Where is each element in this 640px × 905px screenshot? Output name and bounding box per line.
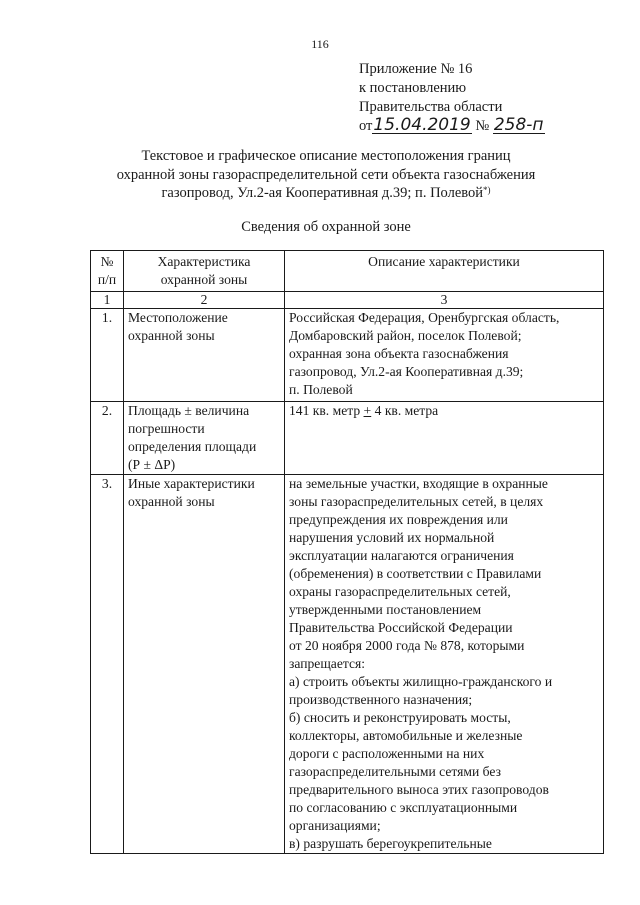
description-line: эксплуатации налагаются ограничения <box>289 548 514 563</box>
row-description <box>285 309 604 402</box>
index-cell-2: 2 <box>124 292 285 309</box>
description-line: от 20 ноября 2000 года № 878, которыми <box>289 638 525 653</box>
title-line-2: охранной зоны газораспределительной сети объекта газоснабжения <box>116 166 536 183</box>
row-number: 1. <box>91 309 124 402</box>
description-line: дороги с расположенными на них <box>289 746 485 761</box>
table-row <box>91 475 604 854</box>
title-line-1: Текстовое и графическое описание местоположения границ <box>141 148 511 164</box>
table-header-row <box>91 251 604 292</box>
characteristic-line: погрешности <box>128 421 205 436</box>
plus-minus-sign: + <box>363 403 372 418</box>
description-line: предварительного выноса этих газопроводов <box>289 782 549 797</box>
table-row <box>91 402 604 475</box>
index-cell-1: 1 <box>91 292 124 309</box>
index-cell-3: 3 <box>285 292 604 309</box>
row-number: 2. <box>91 402 124 475</box>
row-number: 3. <box>91 475 124 854</box>
title-line-3 <box>90 184 562 203</box>
characteristic-line: (Р ± ΔР) <box>128 457 176 472</box>
row-characteristic <box>124 475 285 854</box>
characteristic-line: Площадь ± величина <box>128 403 250 418</box>
description-line: утвержденными постановлением <box>289 602 482 617</box>
description-line: Домбаровский район, поселок Полевой; <box>289 328 522 343</box>
row-description <box>285 402 604 475</box>
description-line: по согласованию с эксплуатационными <box>289 800 518 815</box>
document-title <box>90 147 562 203</box>
description-line: нарушения условий их нормальной <box>289 530 495 545</box>
table-row <box>91 309 604 402</box>
description-line: б) сносить и реконструировать мосты, <box>289 710 511 725</box>
appendix-line-3: Правительства области <box>359 99 503 115</box>
description-line: на земельные участки, входящие в охранные <box>289 476 548 491</box>
characteristic-line: охранной зоны <box>128 328 215 343</box>
description-line: организациями; <box>289 818 381 833</box>
description-line: газопровод, Ул.2-ая Кооперативная д.39; <box>289 364 524 379</box>
row-characteristic <box>124 402 285 475</box>
row-characteristic <box>124 309 285 402</box>
description-line: охраны газораспределительных сетей, <box>289 584 511 599</box>
header-char-line-2: охранной зоны <box>160 272 248 287</box>
appendix-block <box>359 60 589 136</box>
header-num <box>91 251 124 292</box>
appendix-line-2: к постановлению <box>359 80 467 96</box>
description-line: зоны газораспределительных сетей, в целях <box>289 494 544 509</box>
page-number: 116 <box>311 37 329 51</box>
table-index-row <box>91 292 604 309</box>
description-line: (обременения) в соответствии с Правилами <box>289 566 542 581</box>
description-line: а) строить объекты жилищно-гражданского и <box>289 674 553 689</box>
protection-zone-table <box>90 250 604 854</box>
area-error: 4 кв. метра <box>371 403 439 418</box>
description-line: коллекторы, автомобильные и железные <box>289 728 523 743</box>
header-num-line-1: № <box>100 254 114 269</box>
header-characteristic <box>124 251 285 292</box>
area-value: 141 кв. метр <box>289 403 364 418</box>
title-line-3-text: газопровод, Ул.2-ая Кооперативная д.39; п. Полевой <box>161 185 484 201</box>
appendix-date-line <box>359 117 589 136</box>
description-line: п. Полевой <box>289 382 353 397</box>
section-title: Сведения об охранной зоне <box>241 219 411 235</box>
description-line: Правительства Российской Федерации <box>289 620 513 635</box>
description-line: запрещается: <box>289 656 366 671</box>
description-line: Российская Федерация, Оренбургская область, <box>289 310 560 325</box>
description-line: охранная зона объекта газоснабжения <box>289 346 509 361</box>
row-description <box>285 475 604 854</box>
characteristic-line: охранной зоны <box>128 494 215 509</box>
header-description: Описание характеристики <box>285 251 604 292</box>
handwritten-date: 15.04.2019 <box>373 115 471 135</box>
description-line: производственного назначения; <box>289 692 473 707</box>
characteristic-line: Иные характеристики <box>128 476 255 491</box>
date-prefix: от <box>359 118 373 134</box>
characteristic-line: Местоположение <box>128 310 228 325</box>
appendix-line-1: Приложение № 16 <box>359 61 473 77</box>
description-line: предупреждения их повреждения или <box>289 512 508 527</box>
footnote-mark: *) <box>483 185 491 195</box>
header-char-line-1: Характеристика <box>157 254 251 269</box>
header-num-line-2: п/п <box>97 272 117 287</box>
characteristic-line: определения площади <box>128 439 257 454</box>
handwritten-number: 258-п <box>493 115 544 135</box>
description-line: газораспределительными сетями без <box>289 764 501 779</box>
description-line: в) разрушать берегоукрепительные <box>289 836 492 851</box>
number-prefix: № <box>475 118 490 134</box>
